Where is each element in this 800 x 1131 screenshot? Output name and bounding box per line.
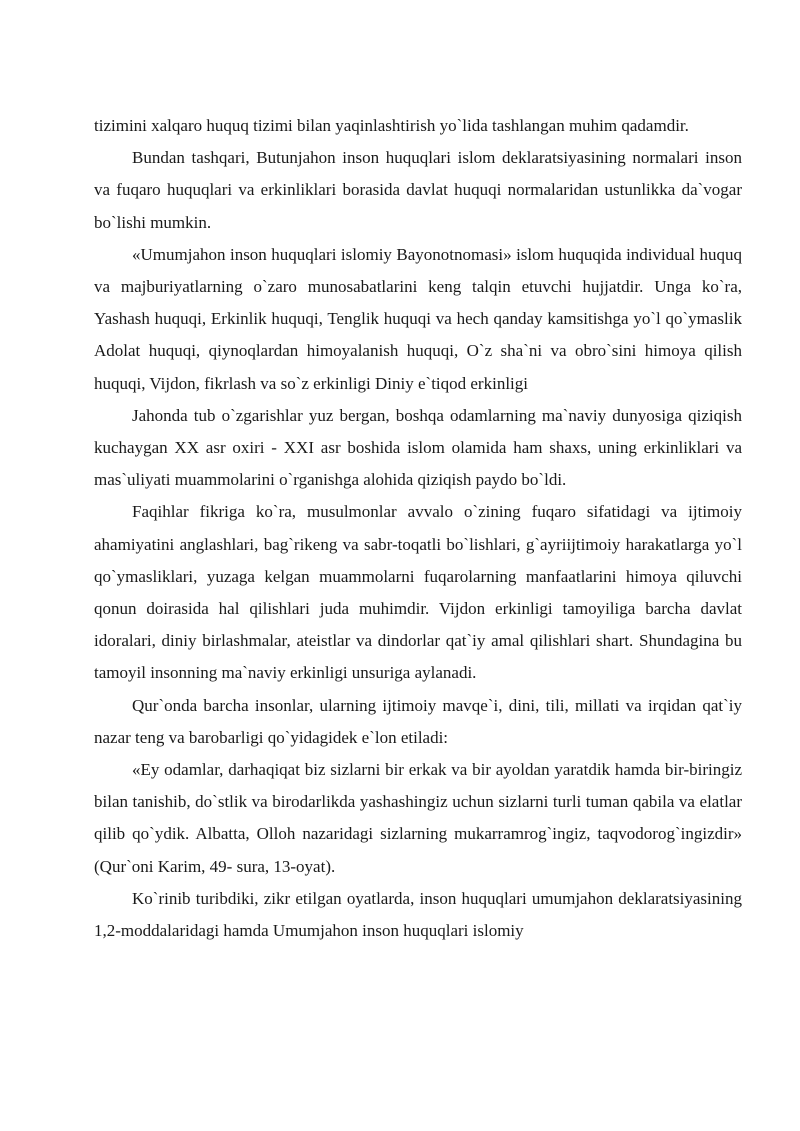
paragraph-continuation: tizimini xalqaro huquq tizimi bilan yaqinlashtirish yo`lida tashlangan muhim qadamdir. xyxy=(94,116,689,135)
body-text xyxy=(94,110,742,947)
paragraph: Jahonda tub o`zgarishlar yuz bergan, boshqa odamlarning ma`naviy dunyosiga qiziqish kuchaygan XX asr oxiri - XXI asr boshida islom olamida ham shaxs, uning erkinliklari va mas`uliyati muammolarini o`rganishga alohida qiziqish paydo bo`ldi. xyxy=(94,405,742,490)
paragraph: Qur`onda barcha insonlar, ularning ijtimoiy mavqe`i, dini, tili, millati va irqidan qat`iy nazar teng va barobarligi qo`yidagidek e`lon etiladi: xyxy=(94,695,742,747)
paragraph: Bundan tashqari, Butunjahon inson huquqlari islom deklaratsiyasining normalari inson va fuqaro huquqlari va erkinliklari borasida davlat huquqi normalaridan ustunlikka da`vogar bo`lishi mumkin. xyxy=(94,148,742,232)
paragraph: «Umumjahon inson huquqlari islomiy Bayonotnomasi» islom huquqida individual huquq va majburiyatlarning o`zaro munosabatlarini keng talqin etuvchi hujjatdir. Unga ko`ra, Yashash huquqi, Erkinlik huquqi, Tenglik huquqi va hech qanday kamsitishga yo`l qo`ymaslik Adolat huquqi, qiynoqlardan himoyalanish huquqi, O`z sha`ni va obro`sini himoya qilish huquqi, Vijdon, fikrlash va so`z erkinligi Diniy e`tiqod erkinligi xyxy=(94,244,742,393)
paragraph: Faqihlar fikriga ko`ra, musulmonlar avvalo o`zining fuqaro sifatidagi va ijtimoiy ahamiyatini anglashlari, bag`rikeng va sabr-toqatli bo`lishlari, g`ayriijtimoiy harakatlarga yo`l qo`ymasliklari, yuzaga kelgan muammolarni fuqarolarning manfaatlarini himoya qiluvchi qonun doirasida hal qilishlari juda muhimdir. Vijdon erkinligi tamoyiliga barcha davlat idoralari, diniy birlashmalar, ateistlar va dindorlar qat`iy amal qilishlari shart. Shundagina bu tamoyil insonning ma`naviy erkinligi unsuriga aylanadi. xyxy=(94,502,742,683)
quotation-paragraph: «Ey odamlar, darhaqiqat biz sizlarni bir erkak va bir ayoldan yaratdik hamda bir-biringiz bilan tanishib, do`stlik va birodarlikda yashashingiz uchun sizlarni turli tuman qabila va elatlar qilib qo`ydik. Albatta, Olloh nazaridagi sizlarning mukarramrog`ingiz, taqvodorog`ingizdir» (Qur`oni Karim, 49- sura, 13-oyat). xyxy=(94,760,742,876)
paragraph: Ko`rinib turibdiki, zikr etilgan oyatlarda, inson huquqlari umumjahon deklaratsiyasining 1,2-moddalaridagi hamda Umumjahon inson huquqlari islomiy xyxy=(94,888,742,941)
